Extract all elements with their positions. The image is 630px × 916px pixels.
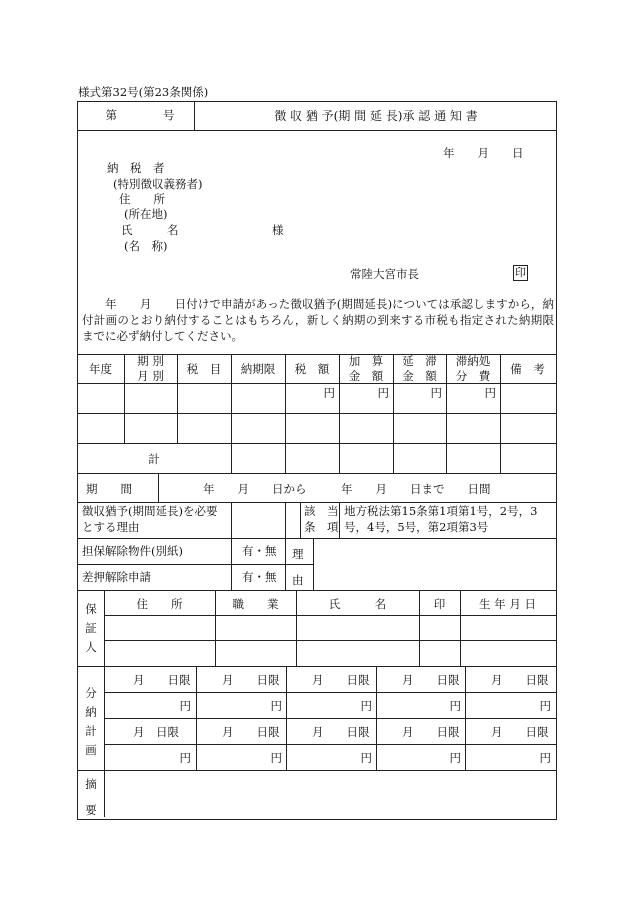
plan-yen-2: 円 xyxy=(270,699,282,713)
header-remarks: 備 考 xyxy=(510,362,545,376)
law-value: 地方税法第15条第1項第1号，2号，3号，4号，5号，第2項第3号 xyxy=(344,504,538,534)
plan-date-3: 月 日限 xyxy=(312,673,370,687)
header-additional: 加 算 金 額 xyxy=(348,354,384,383)
name-label: 氏 名 xyxy=(121,223,179,237)
plan-date-1: 月 日限 xyxy=(133,673,191,687)
yen-additional: 円 xyxy=(377,386,389,400)
guarantor-label: 保 証 人 xyxy=(85,602,97,654)
header-tax-amount: 税 額 xyxy=(294,362,330,376)
header-disposition: 滞納処 分 費 xyxy=(455,354,491,383)
seizure-yes-no: 有・無 xyxy=(242,570,277,584)
plan-yen-8: 円 xyxy=(360,751,372,765)
yen-delinquency: 円 xyxy=(430,386,442,400)
header-delinquency: 延 滞 金 額 xyxy=(402,354,437,383)
plan-date-5: 月 日限 xyxy=(491,673,549,687)
header-due-date: 納期限 xyxy=(240,362,276,376)
date-line: 年 月 日 xyxy=(443,146,524,160)
plan-date-7: 月 日限 xyxy=(222,725,280,739)
guarantor-header-occupation: 職 業 xyxy=(232,597,279,611)
guarantor-header-birthdate: 生 年 月 日 xyxy=(479,597,536,611)
plan-date-9: 月 日限 xyxy=(402,725,460,739)
seal-mark: 印 xyxy=(515,266,526,279)
location-label: (所在地) xyxy=(124,207,168,221)
number-label: 第 号 xyxy=(105,108,175,122)
body-text: 年 月 日付けで申請があった徴収猶予(期間延長)については承認しますから，納付計画のとおり納付することはもちろん，新しく納期の到来する市税も指定された納期限までに必ず納付してください。 xyxy=(82,297,554,343)
guarantor-header-address: 住 所 xyxy=(136,597,183,611)
seizure-label: 差押解除申請 xyxy=(82,570,151,584)
header-tax-item: 税 目 xyxy=(186,362,222,376)
period-label: 期 間 xyxy=(86,482,132,496)
yen-tax: 円 xyxy=(323,386,335,400)
collateral-yes-no: 有・無 xyxy=(242,544,277,558)
plan-yen-1: 円 xyxy=(179,699,191,713)
plan-date-6: 月 日限 xyxy=(133,725,179,739)
header-year: 年度 xyxy=(89,362,112,376)
mayor-label: 常陸大宮市長 xyxy=(350,267,419,281)
plan-date-8: 月 日限 xyxy=(312,725,370,739)
plan-yen-5: 円 xyxy=(539,699,551,713)
plan-yen-10: 円 xyxy=(539,751,551,765)
law-label: 該 当 条 項 xyxy=(304,504,339,534)
guarantor-header-name: 氏 名 xyxy=(328,597,387,611)
collateral-label: 担保解除物件(別紙) xyxy=(82,544,183,558)
total-label: 計 xyxy=(148,452,160,466)
plan-date-2: 月 日限 xyxy=(222,673,280,687)
form-title: 徴 収 猶 予(期 間 延 長)承 認 通 知 書 xyxy=(274,109,478,123)
plan-yen-6: 円 xyxy=(179,751,191,765)
plan-yen-3: 円 xyxy=(360,699,372,713)
special-collector-label: (特別徴収義務者) xyxy=(113,177,203,191)
yen-disposition: 円 xyxy=(484,386,496,400)
plan-yen-7: 円 xyxy=(270,751,282,765)
payment-plan-label: 分 納 計 画 xyxy=(85,686,97,757)
plan-date-4: 月 日限 xyxy=(402,673,460,687)
reason-label: 徴収猶予(期間延長)を必要とする理由 xyxy=(82,504,218,534)
reason-short-label: 理 由 xyxy=(292,547,304,587)
plan-date-10: 月 日限 xyxy=(491,725,549,739)
period-value: 年 月 日から 年 月 日まで 日間 xyxy=(203,482,491,496)
plan-yen-9: 円 xyxy=(449,751,461,765)
title-name-label: (名 称) xyxy=(124,239,168,253)
header-period: 期 別 月 別 xyxy=(137,354,164,383)
plan-yen-4: 円 xyxy=(449,699,461,713)
form-style-label: 様式第32号(第23条関係) xyxy=(78,85,209,99)
remarks-label: 摘 要 xyxy=(85,777,97,817)
address-label: 住 所 xyxy=(119,192,165,206)
guarantor-header-seal: 印 xyxy=(433,597,446,611)
taxpayer-label: 納 税 者 xyxy=(107,161,165,175)
honorific-label: 様 xyxy=(272,223,284,237)
